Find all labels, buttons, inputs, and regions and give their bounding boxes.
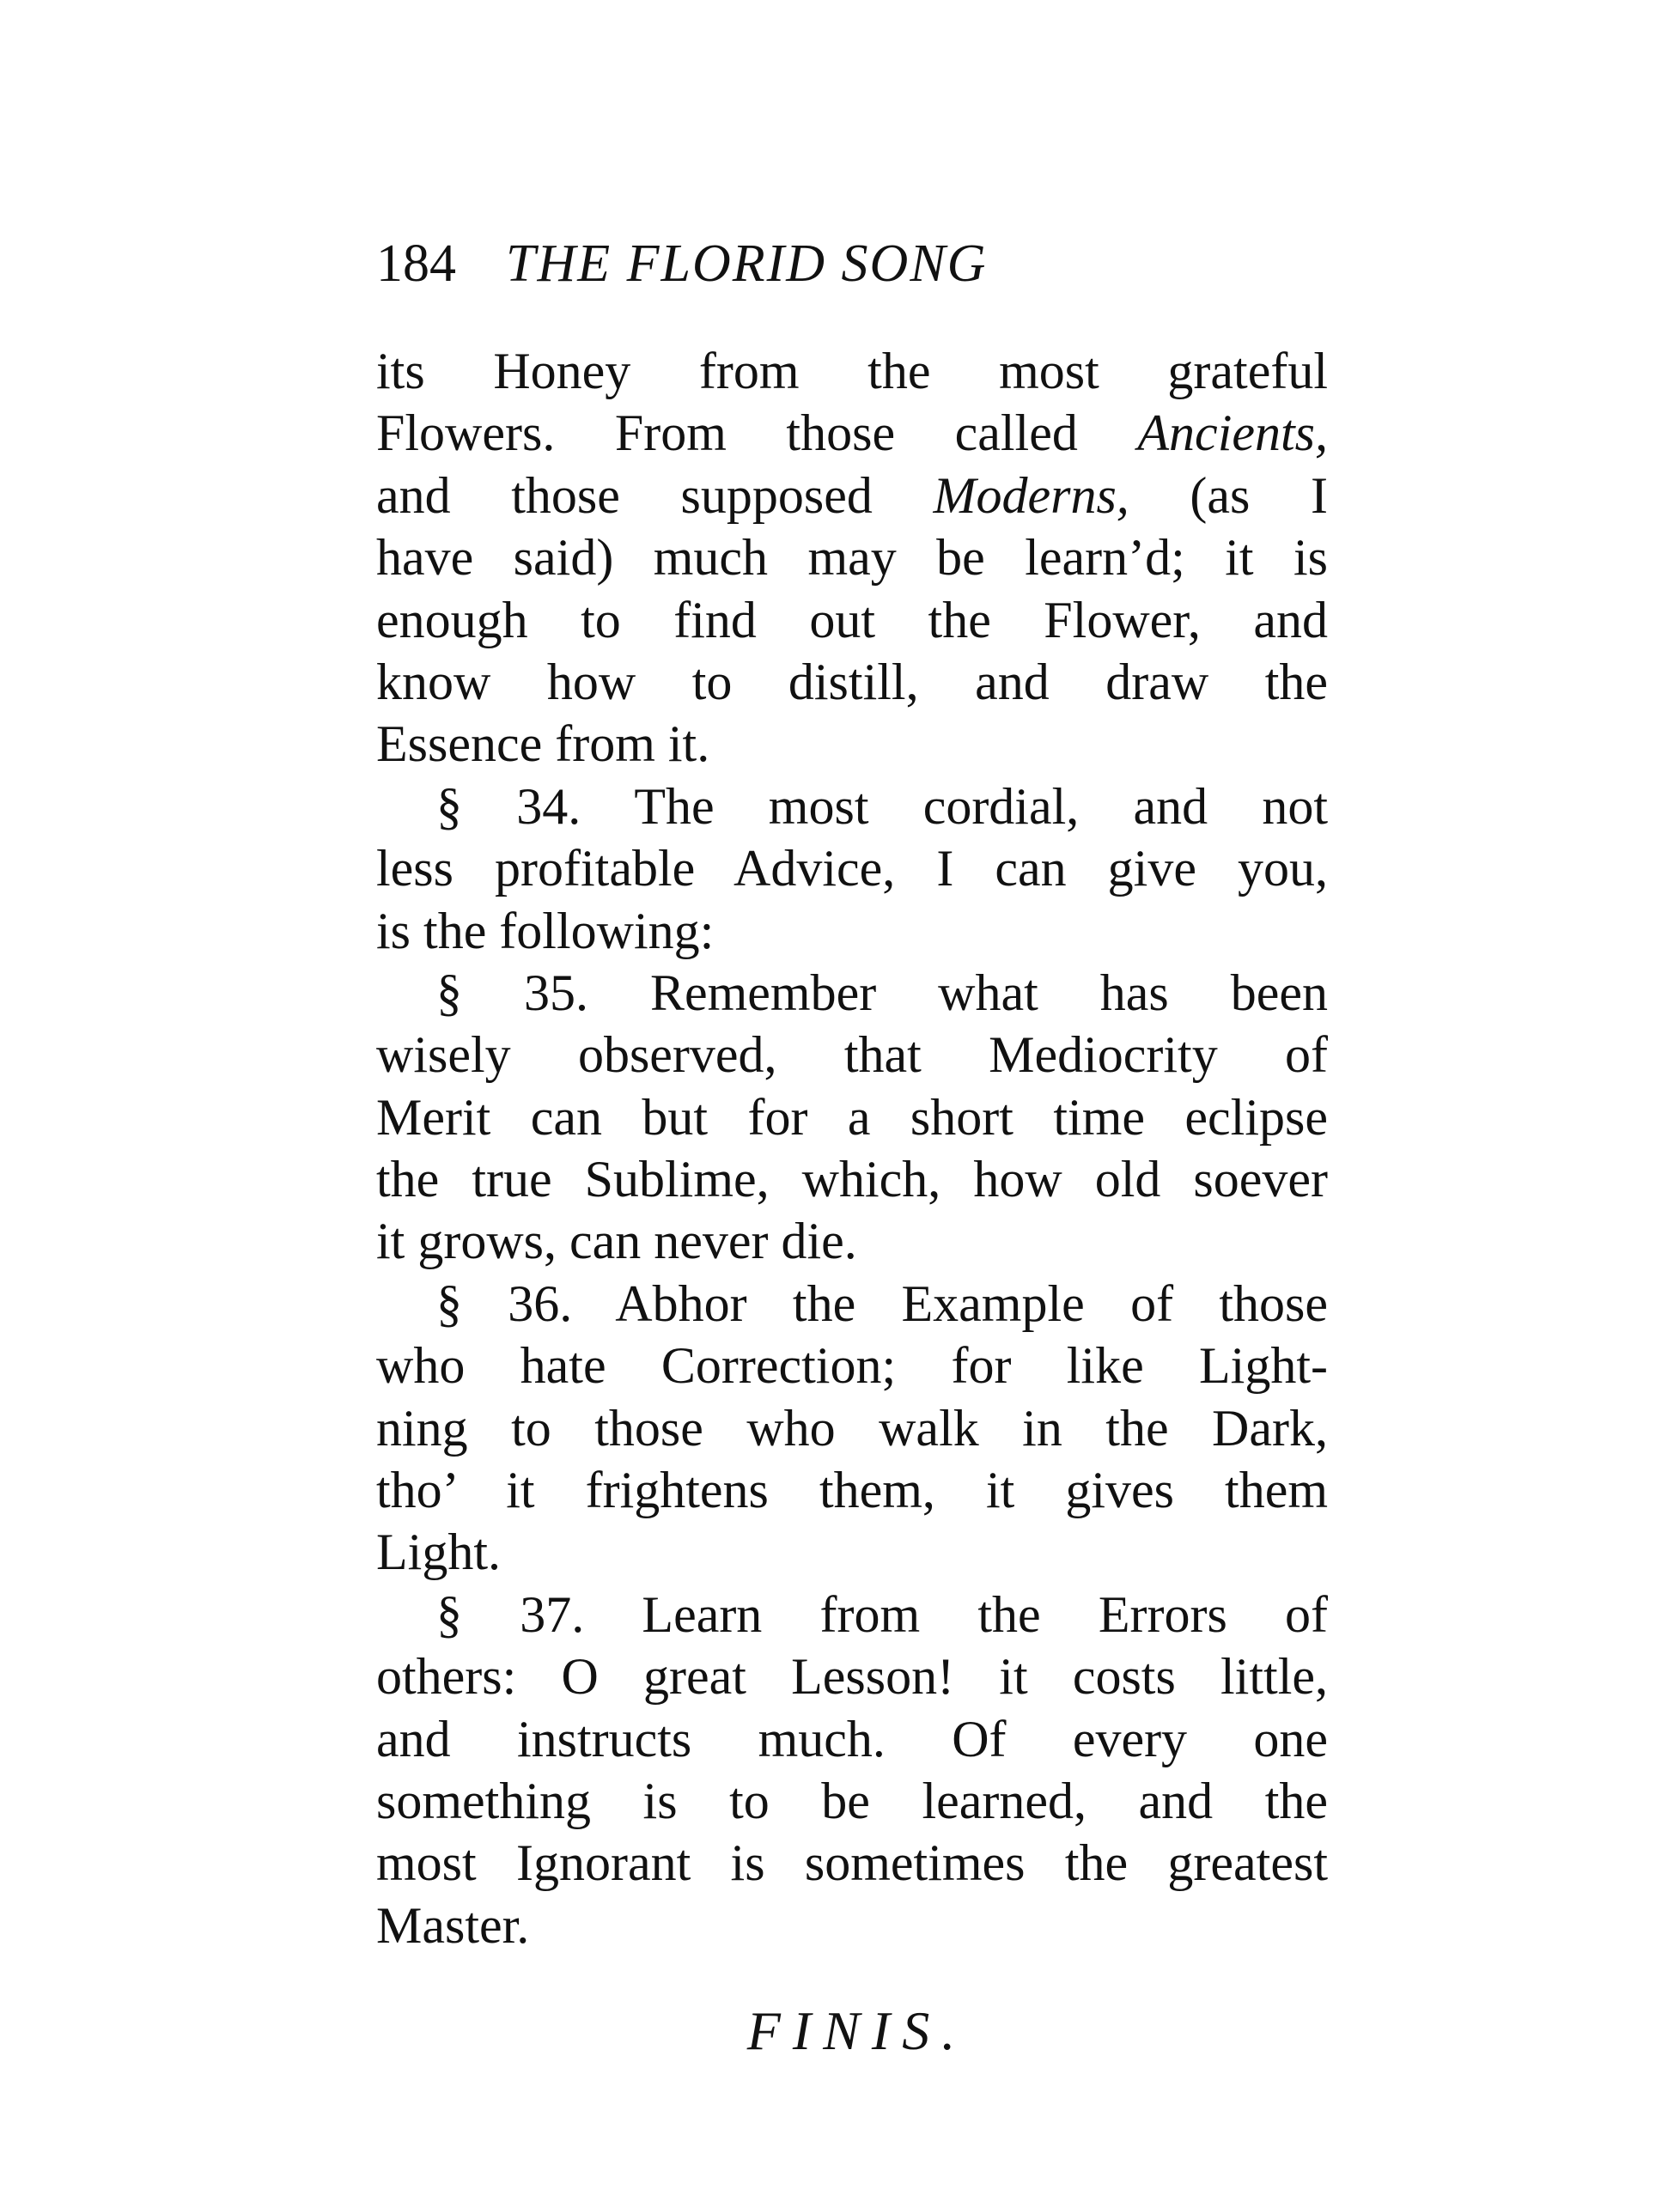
- text-line: have said) much may be learn’d; it is: [376, 529, 1328, 587]
- text-line: the true Sublime, which, how old soever: [376, 1151, 1328, 1208]
- text-line: wisely observed, that Mediocrity of: [376, 1026, 1328, 1084]
- text-line: its Honey from the most grateful: [376, 343, 1328, 399]
- section-35-start: § 35. Remember what has been: [436, 964, 1328, 1021]
- text-line: Flowers. From those called Ancients,: [376, 404, 1329, 462]
- text-line: know how to distill, and draw the: [376, 653, 1328, 710]
- text-line: something is to be learned, and the: [376, 1772, 1328, 1829]
- text-line: Light.: [376, 1524, 501, 1581]
- text-line: others: O great Lesson! it costs little,: [376, 1648, 1328, 1706]
- page-header: [376, 225, 987, 302]
- section-37-start: § 37. Learn from the Errors of: [436, 1585, 1328, 1643]
- body-text: [376, 340, 1328, 1956]
- finis-mark: FINIS.: [746, 2000, 968, 2061]
- text-line: Master.: [376, 1896, 530, 1954]
- text-line: who hate Correction; for like Light-: [376, 1337, 1328, 1395]
- text-line: Essence from it.: [376, 715, 710, 773]
- section-34-start: § 34. The most cordial, and not: [436, 777, 1328, 835]
- text-line: tho’ it frightens them, it gives them: [376, 1462, 1328, 1519]
- text-line: most Ignorant is sometimes the greatest: [376, 1834, 1328, 1892]
- text-line: less profitable Advice, I can give you,: [376, 840, 1328, 897]
- running-title: THE FLORID SONG: [506, 234, 988, 293]
- text-line: it grows, can never die.: [376, 1213, 857, 1270]
- text-line: and instructs much. Of every one: [376, 1710, 1328, 1767]
- italic-term: Ancients,: [1137, 404, 1329, 462]
- text-line: ning to those who walk in the Dark,: [376, 1399, 1328, 1457]
- text-line: is the following:: [376, 902, 715, 959]
- page-number: 184: [376, 234, 456, 293]
- section-36-start: § 36. Abhor the Example of those: [436, 1274, 1328, 1332]
- text-line: and those supposed Moderns, (as I: [376, 466, 1328, 524]
- text-line: enough to find out the Flower, and: [376, 591, 1328, 648]
- italic-term: Moderns,: [933, 466, 1129, 524]
- text-line: Merit can but for a short time eclipse: [376, 1088, 1328, 1146]
